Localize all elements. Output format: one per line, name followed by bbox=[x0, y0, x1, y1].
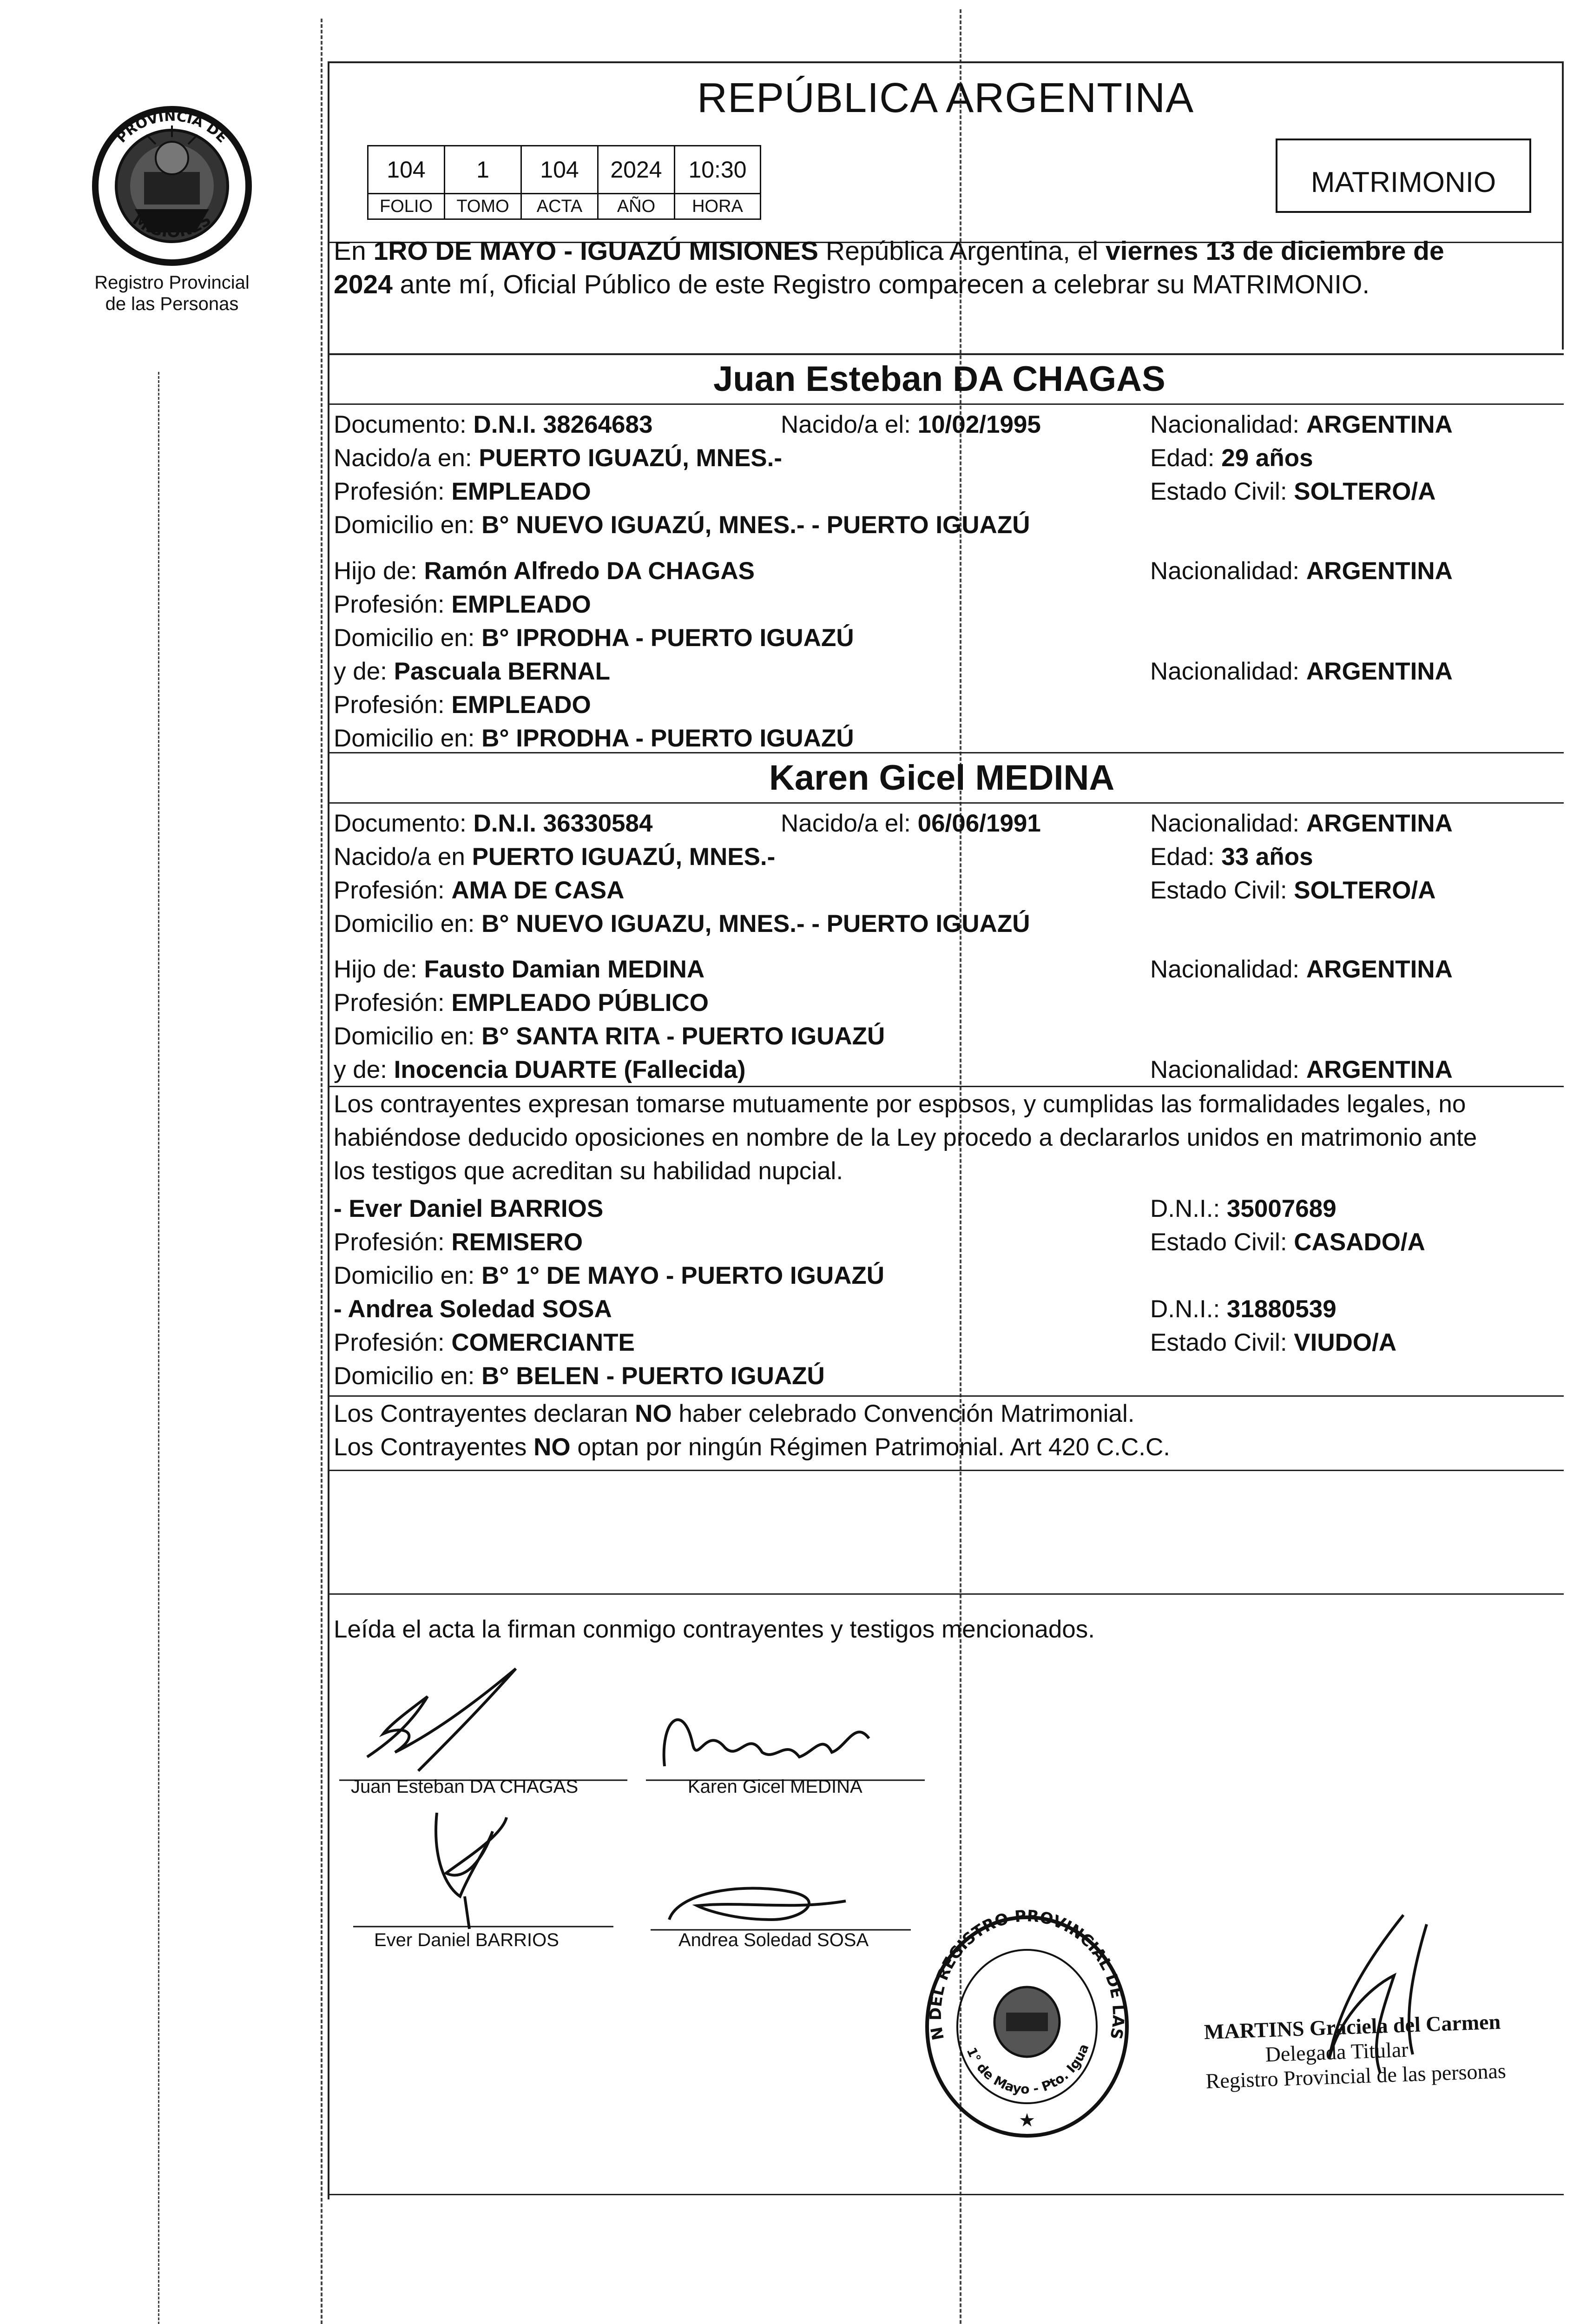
groom-document: Documento: D.N.I. 38264683 bbox=[334, 411, 653, 438]
folio-label: FOLIO bbox=[368, 194, 445, 219]
witness-2-profession: Profesión: COMERCIANTE bbox=[334, 1329, 635, 1356]
officer-registry: Registro Provincial de las personas bbox=[1205, 2059, 1507, 2093]
groom-birthplace: Nacido/a en: PUERTO IGUAZÚ, MNES.- bbox=[334, 444, 783, 472]
regime-rule bbox=[328, 1395, 1564, 1397]
closing-rule bbox=[328, 1593, 1564, 1595]
registry-caption bbox=[74, 272, 270, 315]
frame-top bbox=[328, 61, 1564, 63]
groom-name: Juan Esteban DA CHAGAS bbox=[713, 359, 1165, 399]
bride-civil-status: Estado Civil: SOLTERO/A bbox=[1150, 877, 1436, 904]
officer-name: MARTINS Graciela del Carmen bbox=[1204, 2009, 1501, 2044]
bride-signature bbox=[646, 1692, 925, 1785]
delegation-seal bbox=[906, 1896, 1148, 2147]
seal-center-text: 1° de Mayo - Pto. Igua bbox=[963, 2041, 1092, 2097]
province-emblem bbox=[79, 93, 265, 274]
folio-value: 104 bbox=[368, 146, 445, 194]
hora-value: 10:30 bbox=[675, 146, 761, 194]
intro-line-2: 2024 ante mí, Oficial Público de este Registro comparecen a celebrar su MATRIMONIO. bbox=[334, 270, 1370, 299]
officer-stamp bbox=[1204, 2009, 1507, 2093]
acta-label: ACTA bbox=[521, 194, 598, 219]
groom-father-address: Domicilio en: B° IPRODHA - PUERTO IGUAZÚ bbox=[334, 624, 854, 652]
groom-father: Hijo de: Ramón Alfredo DA CHAGAS bbox=[334, 557, 755, 585]
bride-section-rule bbox=[328, 752, 1564, 753]
act-type-label: MATRIMONIO bbox=[1310, 166, 1496, 198]
witness-1-signature-label: Ever Daniel BARRIOS bbox=[374, 1930, 559, 1950]
regime-line-1: Los Contrayentes declaran NO haber celebrado Convención Matrimonial. bbox=[334, 1400, 1135, 1427]
witness-1-profession: Profesión: REMISERO bbox=[334, 1228, 583, 1256]
acta-value: 104 bbox=[521, 146, 598, 194]
country-title: REPÚBLICA ARGENTINA bbox=[697, 75, 1194, 121]
groom-section-rule bbox=[328, 353, 1564, 355]
registry-line-1: Registro Provincial bbox=[94, 272, 250, 293]
witness-1-civil-status: Estado Civil: CASADO/A bbox=[1150, 1228, 1425, 1256]
svg-text:MISIONES bbox=[129, 210, 215, 241]
bride-birthplace: Nacido/a en PUERTO IGUAZÚ, MNES.- bbox=[334, 843, 776, 871]
bride-mother-nationality: Nacionalidad: ARGENTINA bbox=[1150, 1056, 1453, 1083]
registry-line-2: de las Personas bbox=[105, 294, 239, 314]
groom-mother-profession: Profesión: EMPLEADO bbox=[334, 691, 591, 719]
svg-text:★: ★ bbox=[1019, 2110, 1035, 2131]
bride-signature-label: Karen Gicel MEDINA bbox=[688, 1776, 862, 1797]
groom-age: Edad: 29 años bbox=[1150, 444, 1313, 472]
bride-father-address: Domicilio en: B° SANTA RITA - PUERTO IGUAZÚ bbox=[334, 1023, 885, 1050]
bride-father-profession: Profesión: EMPLEADO PÚBLICO bbox=[334, 989, 709, 1017]
intro-date: viernes 13 de diciembre de bbox=[1105, 236, 1444, 266]
bride-name: Karen Gicel MEDINA bbox=[769, 758, 1115, 798]
groom-address: Domicilio en: B° NUEVO IGUAZÚ, MNES.- - PUERTO IGUAZÚ bbox=[334, 511, 1030, 539]
frame-right-upper bbox=[1562, 61, 1564, 350]
bride-father-nationality: Nacionalidad: ARGENTINA bbox=[1150, 956, 1453, 983]
groom-name-rule bbox=[328, 403, 1564, 405]
declaration-line-3: los testigos que acreditan su habilidad nupcial. bbox=[334, 1157, 843, 1185]
groom-signature-label: Juan Esteban DA CHAGAS bbox=[351, 1776, 579, 1797]
officer-title: Delegada Titular bbox=[1264, 2037, 1409, 2067]
svg-text:PROVINCIA DE bbox=[113, 108, 230, 146]
groom-mother-nationality: Nacionalidad: ARGENTINA bbox=[1150, 658, 1453, 685]
bride-nationality: Nacionalidad: ARGENTINA bbox=[1150, 810, 1453, 837]
seal-ring-text: N DEL REGISTRO PROVINCIAL DE LAS bbox=[926, 1907, 1128, 2042]
intro-year: 2024 bbox=[334, 270, 393, 299]
bride-father: Hijo de: Fausto Damian MEDINA bbox=[334, 956, 705, 983]
witness-2-address: Domicilio en: B° BELEN - PUERTO IGUAZÚ bbox=[334, 1362, 825, 1390]
left-margin-guide-2 bbox=[158, 372, 159, 2324]
witness-1-dni: D.N.I.: 35007689 bbox=[1150, 1195, 1336, 1222]
bride-age: Edad: 33 años bbox=[1150, 843, 1313, 871]
groom-nationality: Nacionalidad: ARGENTINA bbox=[1150, 411, 1453, 438]
bride-address: Domicilio en: B° NUEVO IGUAZU, MNES.- - PUERTO IGUAZÚ bbox=[334, 910, 1030, 938]
bride-birthdate: Nacido/a el: 06/06/1991 bbox=[781, 810, 1041, 837]
groom-civil-status: Estado Civil: SOLTERO/A bbox=[1150, 478, 1436, 505]
frame-left bbox=[328, 61, 329, 2199]
groom-father-profession: Profesión: EMPLEADO bbox=[334, 591, 591, 618]
anio-label: AÑO bbox=[598, 194, 675, 219]
bride-document: Documento: D.N.I. 36330584 bbox=[334, 810, 653, 837]
intro-place: 1RO DE MAYO - IGUAZÚ MISIONES bbox=[373, 236, 819, 266]
record-table bbox=[367, 145, 761, 220]
observations-rule bbox=[328, 1470, 1564, 1471]
groom-mother-address: Domicilio en: B° IPRODHA - PUERTO IGUAZÚ bbox=[334, 725, 854, 752]
witness-2-name: - Andrea Soledad SOSA bbox=[334, 1295, 612, 1323]
declaration-line-2: habiéndose deducido oposiciones en nombre de la Ley procedo a declararlos unidos en matrimonio ante bbox=[334, 1124, 1477, 1151]
bride-mother: y de: Inocencia DUARTE (Fallecida) bbox=[334, 1056, 746, 1083]
tomo-value: 1 bbox=[445, 146, 521, 194]
witness-2-signature bbox=[651, 1873, 911, 1934]
witness-2-signature-label: Andrea Soledad SOSA bbox=[678, 1930, 869, 1950]
declaration-rule bbox=[328, 1086, 1564, 1087]
groom-father-nationality: Nacionalidad: ARGENTINA bbox=[1150, 557, 1453, 585]
groom-signature bbox=[339, 1655, 627, 1785]
bride-name-rule bbox=[328, 802, 1564, 804]
witness-2-dni: D.N.I.: 31880539 bbox=[1150, 1295, 1336, 1323]
groom-birthdate: Nacido/a el: 10/02/1995 bbox=[781, 411, 1041, 438]
bride-profession: Profesión: AMA DE CASA bbox=[334, 877, 625, 904]
left-margin-guide bbox=[321, 19, 323, 2324]
hora-label: HORA bbox=[675, 194, 761, 219]
tomo-label: TOMO bbox=[445, 194, 521, 219]
groom-mother: y de: Pascuala BERNAL bbox=[334, 658, 611, 685]
closing-statement: Leída el acta la firman conmigo contrayentes y testigos mencionados. bbox=[334, 1616, 1095, 1643]
frame-bottom bbox=[328, 2194, 1564, 2195]
witness-2-civil-status: Estado Civil: VIUDO/A bbox=[1150, 1329, 1397, 1356]
emblem-ring-bottom-text: MISIONES bbox=[129, 210, 215, 242]
intro-line-1: En 1RO DE MAYO - IGUAZÚ MISIONES República Argentina, el viernes 13 de diciembre de bbox=[334, 236, 1444, 266]
witness-1-name: - Ever Daniel BARRIOS bbox=[334, 1195, 604, 1222]
regime-line-2: Los Contrayentes NO optan por ningún Régimen Patrimonial. Art 420 C.C.C. bbox=[334, 1433, 1170, 1461]
emblem-ring-top-text: PROVINCIA DE bbox=[113, 108, 230, 146]
declaration-line-1: Los contrayentes expresan tomarse mutuamente por esposos, y cumplidas las formalidades legales, no bbox=[334, 1090, 1466, 1118]
witness-1-signature bbox=[353, 1803, 613, 1934]
witness-1-address: Domicilio en: B° 1° DE MAYO - PUERTO IGUAZÚ bbox=[334, 1262, 885, 1289]
groom-profession: Profesión: EMPLEADO bbox=[334, 478, 591, 505]
act-type-box bbox=[1276, 139, 1531, 213]
anio-value: 2024 bbox=[598, 146, 675, 194]
